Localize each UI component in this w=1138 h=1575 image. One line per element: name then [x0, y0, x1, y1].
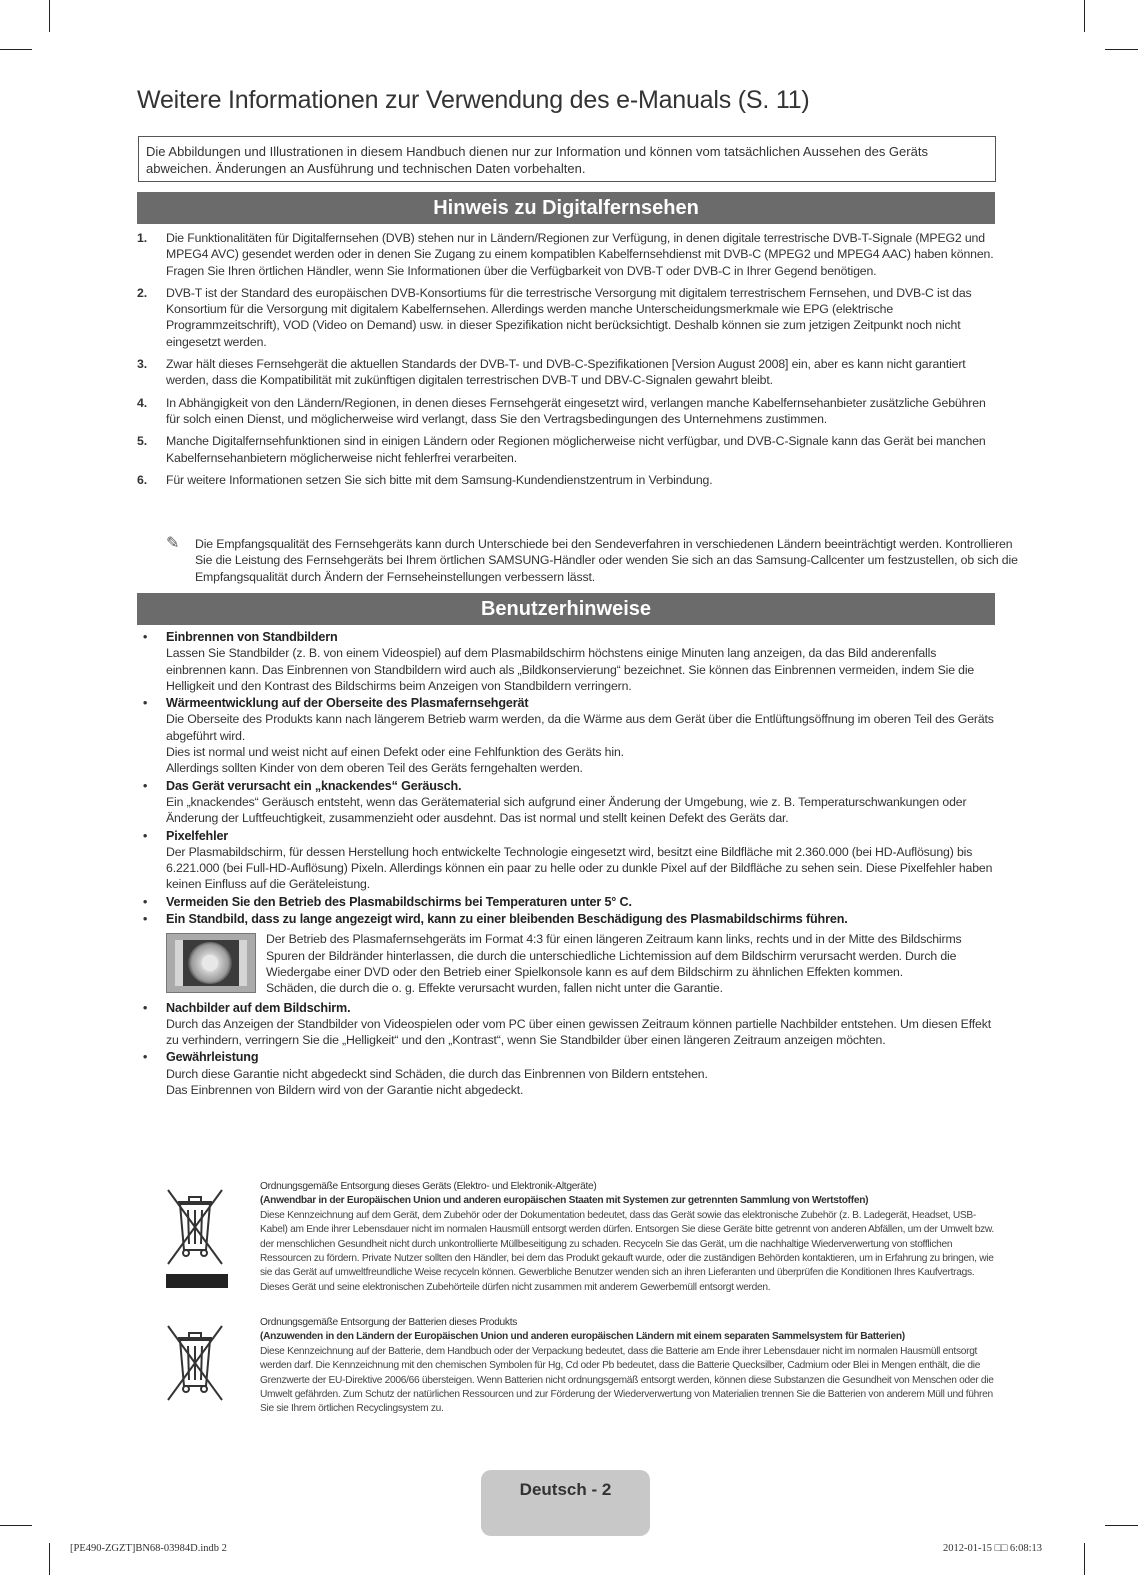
- bullet-body: Durch diese Garantie nicht abgedeckt sind Schäden, die durch das Einbrennen von Bildern entstehen.: [166, 1066, 708, 1081]
- crop-mark: [1084, 0, 1085, 32]
- bullet-item: [137, 629, 995, 694]
- crop-mark: [1105, 1525, 1138, 1526]
- bullet-heading: Nachbilder auf dem Bildschirm.: [166, 1000, 351, 1015]
- bullet-heading: Wärmeentwicklung auf der Oberseite des Plasmafernsehgerät: [166, 696, 529, 711]
- item-text: DVB-T ist der Standard des europäischen DVB-Konsortiums für die terrestrische Versorgung mit digitalem terrestrischem Fernsehen, und DVB-C ist das Konsortium für die Versorgung mit digitalem Kabelfernsehen. Allerdings werden manche Unterscheidungsmerkmale wie EPG (elektrische Programmzeitschrift), VOD (Video on Demand) usw. in dieser Spezifikation nicht berücksichtigt. Deshalb können sie zum jetzigen Zeitpunkt noch nicht eingesetzt werden.: [166, 285, 972, 349]
- crop-mark: [0, 1525, 32, 1526]
- bullet-body: Lassen Sie Standbilder (z. B. von einem Videospiel) auf dem Plasmabildschirm höchstens einige Minuten lang anzeigen, da das Bild anderenfalls einbrennen kann. Das Einbrennen von Standbildern wird auch als „Bildkonservierung“ bezeichnet. Sie können das Einbrennen vermeiden, indem Sie die Helligkeit und den Kontrast des Bildschirms beim Anzeigen von Standbildern verringern.: [166, 646, 975, 693]
- bullet-dot: •: [143, 1050, 148, 1065]
- illustration-caption: [266, 931, 995, 996]
- item-text: Zwar hält dieses Fernsehgerät die aktuellen Standards der DVB-T- und DVB-C-Spezifikationen [Version August 2008] ein, aber es kann nicht garantiert werden, dass die Kompatibilität mit zukünftigen digitalen terrestrischen DVB-T und DBV-C-Signalen gewahrt bleibt.: [166, 357, 966, 388]
- weee-icon-column: [160, 1180, 260, 1295]
- weee-black-bar: [166, 1274, 228, 1288]
- crossed-bin-icon: [160, 1180, 230, 1270]
- bullet-item: [137, 911, 995, 996]
- item-number: 6.: [137, 472, 147, 487]
- crop-mark: [49, 1543, 50, 1575]
- bullet-heading: Einbrennen von Standbildern: [166, 630, 338, 644]
- disposal-body: Diese Kennzeichnung auf der Batterie, dem Handbuch oder der Verpackung bedeutet, dass die Batterie am Ende ihrer Lebensdauer nicht im normalen Hausmüll entsorgt werden darf. Die Kennzeichnung mit den chemischen Symbolen für Hg, Cd oder Pb bedeutet, dass die Batterie Quecksilber, Cadmium oder Blei in Mengen enthält, die die Grenzwerte der EU-Direktive 2006/66 übersteigen. Wenn Batterien nicht ordnungsgemäß entsorgt werden, können diese Substanzen die Gesundheit von Menschen oder die Umwelt gefährden. Zum Schutz der natürlichen Ressourcen und zur Förderung der Wiederverwertung von Materialien trennen Sie die Batterien von anderem Müll und führen Sie sie Ihrem örtlichen Recyclingsystem zu.: [260, 1345, 994, 1415]
- bullet-body: Allerdings sollten Kinder von dem oberen Teil des Geräts ferngehalten werden.: [166, 761, 583, 776]
- crop-mark: [1105, 49, 1138, 50]
- note-text: Die Empfangsqualität des Fernsehgeräts kann durch Unterschiede bei den Sendeverfahren in verschiedenen Ländern beeinträchtigt werden. Kontrollieren Sie die Leistung des Fernsehgeräts bei Ihrem örtlichen SAMSUNG-Händler oder wenden Sie sich an das Samsung-Callcenter um festzustellen, ob sich die Empfangsqualität durch Ändern der Fernseheinstellungen verbessern lässt.: [195, 537, 1018, 584]
- item-number: 5.: [137, 434, 147, 449]
- list-item: [137, 395, 995, 428]
- crop-mark: [0, 49, 32, 50]
- disposal-body: Diese Kennzeichnung auf dem Gerät, dem Zubehör oder der Dokumentation bedeutet, dass das Gerät sowie das elektronische Zubehör (z. B. Ladegerät, Headset, USB-Kabel) am Ende ihrer Lebensdauer nicht im normalen Hausmüll entsorgt werden dürfen. Entsorgen Sie diese Geräte bitte getrennt von anderen Abfällen, um der Umwelt bzw. der menschlichen Gesundheit nicht durch unkontrollierte Müllbeseitigung zu schaden. Recyceln Sie das Gerät, um die nachhaltige Wiederverwertung von stofflichen Ressourcen zu fördern. Private Nutzer sollten den Händler, bei dem das Produkt gekauft wurde, oder die zuständigen Behörden kontaktieren, um in Erfahrung zu bringen, wie sie das Gerät auf umweltfreundliche Weise recyceln können. Gewerbliche Benutzer wenden sich an ihren Lieferanten und überprüfen die Konditionen Ihres Kaufvertrags. Dieses Gerät und seine elektronischen Zubehörteile dürfen nicht zusammen mit anderem Gewerbemüll entsorgt werden.: [260, 1209, 994, 1293]
- list-item: [137, 285, 995, 350]
- bullet-heading: Gewährleistung: [166, 1050, 259, 1065]
- burn-in-illustration: [166, 933, 256, 993]
- bullet-heading: Ein Standbild, dass zu lange angezeigt wird, kann zu einer bleibenden Beschädigung des Plasmabildschirms führen.: [166, 912, 848, 927]
- disposal-text: [260, 1316, 995, 1417]
- item-text: Für weitere Informationen setzen Sie sich bitte mit dem Samsung-Kundendienstzentrum in Verbindung.: [166, 472, 713, 487]
- section-heading-digital-tv: Hinweis zu Digitalfernsehen: [137, 192, 995, 224]
- disposal-notice-batteries: [160, 1316, 995, 1417]
- item-text: Manche Digitalfernsehfunktionen sind in einigen Ländern oder Regionen möglicherweise nicht verfügbar, und DVB-C-Signale kann das Gerät bei manchen Kabelfernsehanbietern möglicherweise nicht fehlerfrei verarbeiten.: [166, 434, 986, 465]
- page-title: Weitere Informationen zur Verwendung des e-Manuals (S. 11): [137, 86, 810, 114]
- item-number: 4.: [137, 395, 147, 410]
- user-notes-list: [137, 629, 995, 1099]
- crop-mark: [49, 0, 50, 32]
- list-item: [137, 230, 995, 279]
- list-item: [137, 472, 995, 488]
- bullet-item: [137, 778, 995, 827]
- page-number-tab: Deutsch - 2: [481, 1470, 650, 1536]
- crop-mark: [1084, 1543, 1085, 1575]
- right-border-mark: [239, 940, 247, 986]
- battery-icon-column: [160, 1316, 260, 1417]
- bullet-dot: •: [143, 828, 148, 843]
- bullet-item: [137, 695, 995, 776]
- disposal-notice-device: [160, 1180, 995, 1295]
- bullet-body: Der Betrieb des Plasmafernsehgeräts im Format 4:3 für einen längeren Zeitraum kann links, rechts und in der Mitte des Bildschirms Spuren der Bildränder hinterlassen, die durch die unterschiedliche Lichtemission auf dem Bildschirm verursacht werden. Durch die Wiedergabe einer DVD oder den Betrieb einer Spielkonsole kann es auf dem Bildschirm zu ähnlichen Effekten kommen.: [266, 932, 962, 979]
- disposal-subtitle: (Anwendbar in der Europäischen Union und anderen europäischen Staaten mit Systemen zur getrennten Sammlung von Wertstoffen): [260, 1195, 869, 1207]
- bullet-dot: •: [143, 630, 148, 644]
- bullet-heading: Vermeiden Sie den Betrieb des Plasmabildschirms bei Temperaturen unter 5° C.: [166, 894, 632, 909]
- bullet-item: [137, 1049, 995, 1098]
- bullet-item: [137, 894, 995, 910]
- bullet-item: [137, 1000, 995, 1049]
- disposal-subtitle: (Anzuwenden in den Ländern der Europäischen Union und anderen europäischen Ländern mit einem separaten Sammelsystem für Batterien): [260, 1331, 905, 1343]
- bullet-body: Die Oberseite des Produkts kann nach längerem Betrieb warm werden, da die Wärme aus dem Gerät über die Entlüftungsöffnung im oberen Teil des Geräts abgeführt wird.: [166, 712, 994, 743]
- bullet-body: Ein „knackendes“ Geräusch entsteht, wenn das Gerätematerial sich aufgrund einer Änderung der Umgebung, wie z. B. Temperaturschwankungen oder Änderung der Luftfeuchtigkeit, zusammenzieht oder ausdehnt. Das ist normal und stellt keinen Defekt des Geräts dar.: [166, 794, 967, 826]
- disposal-text: [260, 1180, 995, 1295]
- item-number: 3.: [137, 357, 147, 372]
- still-image-example: [166, 931, 995, 996]
- item-number: 1.: [137, 231, 147, 245]
- bullet-body: Schäden, die durch die o. g. Effekte verursacht wurden, fallen nicht unter die Garantie.: [266, 981, 723, 996]
- bullet-heading: Das Gerät verursacht ein „knackendes“ Geräusch.: [166, 778, 462, 793]
- intro-box: Die Abbildungen und Illustrationen in diesem Handbuch dienen nur zur Information und können vom tatsächlichen Aussehen des Geräts abweichen. Änderungen an Ausführung und technischen Daten vorbehalten.: [138, 136, 996, 182]
- digital-tv-list: [137, 230, 995, 494]
- bullet-body: Durch das Anzeigen der Standbilder von Videospielen oder vom PC über einen gewissen Zeitraum können partielle Nachbilder entstehen. Um diesen Effekt zu verhindern, verringern Sie die „Helligkeit“ und den „Kontrast“, wenn Sie Standbilder über einen längeren Zeitraum anzeigen möchten.: [166, 1016, 991, 1048]
- bullet-item: [137, 828, 995, 893]
- disposal-title: Ordnungsgemäße Entsorgung dieses Geräts (Elektro- und Elektronik-Altgeräte): [260, 1181, 597, 1192]
- item-text: Die Funktionalitäten für Digitalfernsehen (DVB) stehen nur in Ländern/Regionen zur Verfügung, in denen digitale terrestrische DVB-T-Signale (MPEG2 und MPEG4 AVC) gesendet werden oder in denen Sie Zugang zu einem kompatiblen Kabelfernsehdienst mit DVB-C (MPEG2 und MPEG4 AAC) haben können. Fragen Sie Ihren örtlichen Händler, wenn Sie Informationen über die Verfügbarkeit von DVB-T oder DVB-C in Ihrer Gegend benötigen.: [166, 231, 994, 278]
- bullet-body: Das Einbrennen von Bildern wird von der Garantie nicht abgedeckt.: [166, 1083, 524, 1098]
- footer-file-info: [PE490-ZGZT]BN68-03984D.indb 2: [70, 1543, 227, 1554]
- bullet-dot: •: [143, 778, 148, 793]
- footer-timestamp: 2012-01-15 □□ 6:08:13: [943, 1543, 1043, 1554]
- item-text: In Abhängigkeit von den Ländern/Regionen, in denen dieses Fernsehgerät eingesetzt wird, verlangen manche Kabelfernsehanbieter zusätzliche Gebühren für solch einen Dienst, und möglicherweise wird verlangt, dass Sie den Vertragsbedingungen des Unternehmens zustimmen.: [166, 395, 986, 426]
- bullet-dot: •: [143, 894, 148, 909]
- list-item: [137, 433, 995, 466]
- bullet-body: Der Plasmabildschirm, für dessen Herstellung hoch entwickelte Technologie eingesetzt wird, besitzt eine Bildfläche mit 2.360.000 (bei HD-Auflösung) bis 6.221.000 (bei Full-HD-Auflösung) Pixeln. Allerdings können ein paar zu helle oder zu dunkle Pixel auf der Bildfläche zu sehen sein. Diese Pixelfehler haben keinen Einfluss auf die Geräteleistung.: [166, 844, 993, 892]
- bullet-dot: •: [143, 696, 148, 711]
- item-number: 2.: [137, 285, 147, 300]
- bullet-dot: •: [143, 1000, 148, 1015]
- bullet-dot: •: [143, 912, 148, 927]
- disposal-title: Ordnungsgemäße Entsorgung der Batterien dieses Produkts: [260, 1317, 518, 1328]
- left-border-mark: [175, 940, 183, 986]
- bullet-body: Dies ist normal und weist nicht auf einen Defekt oder eine Fehlfunktion des Geräts hin.: [166, 745, 624, 760]
- list-item: [137, 356, 995, 389]
- section-heading-user-notes: Benutzerhinweise: [137, 593, 995, 625]
- crossed-bin-icon: [160, 1316, 230, 1406]
- note: [166, 536, 1025, 585]
- pencil-note-icon: ✎: [166, 535, 180, 552]
- bullet-heading: Pixelfehler: [166, 828, 229, 843]
